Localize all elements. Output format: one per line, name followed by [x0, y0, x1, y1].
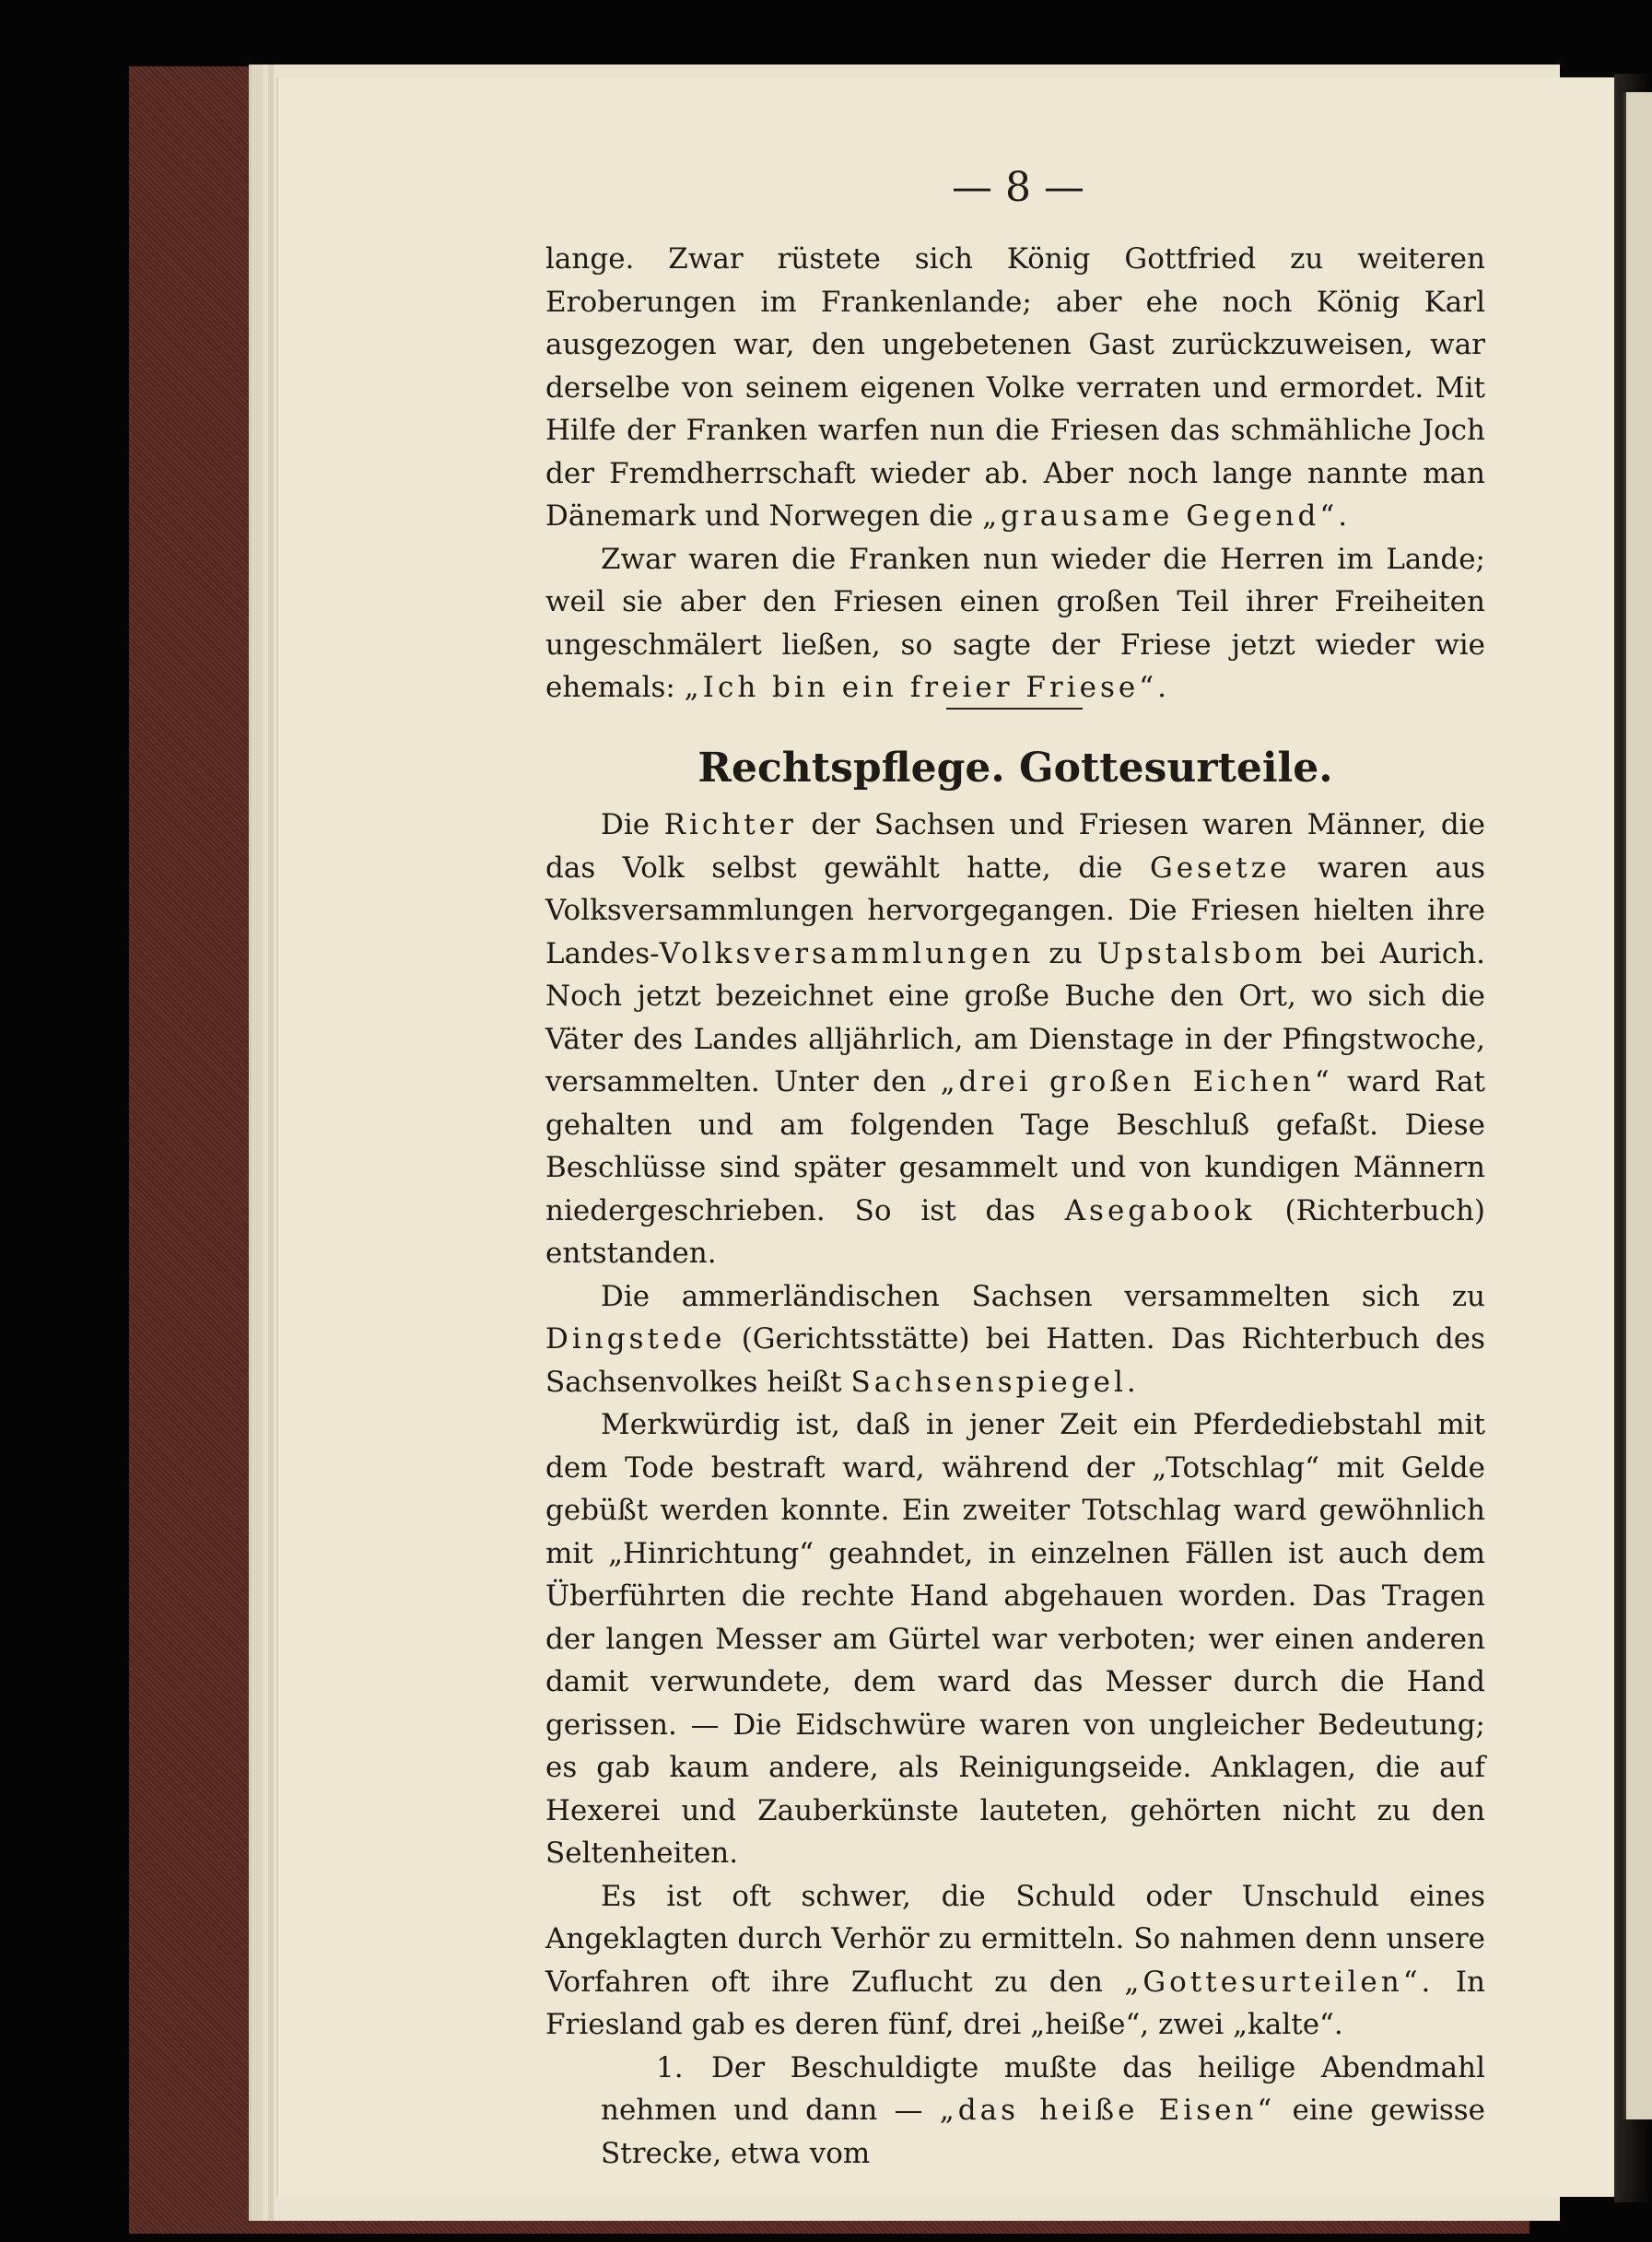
- text-run: zu: [1049, 936, 1083, 970]
- list-item: [545, 2047, 1485, 2176]
- spaced-text: „drei großen Eichen“: [940, 1065, 1333, 1098]
- text-run: In Friesland gab es deren fünf, drei „heiße“, zwei „kalte“.: [545, 1965, 1485, 2041]
- paragraph: [545, 238, 1485, 538]
- text-run: Die ammerländischen Sachsen versammelten sich zu: [601, 1279, 1485, 1313]
- spaced-text: Asegabook: [1064, 1193, 1256, 1227]
- text-run: ward Rat gehalten und am folgenden Tage Beschluß gefaßt. Diese Beschlüsse sind später gesammelt und von kundigen Männern niedergeschrieben. So ist das: [545, 1065, 1486, 1227]
- text-run: (Gerichtsstätte) bei Hatten. Das Richterbuch des Sachsenvolkes heißt: [545, 1322, 1485, 1399]
- spaced-text: Gesetze: [1149, 851, 1291, 885]
- paragraph: [545, 1275, 1485, 1404]
- list-number: 1.: [656, 2050, 684, 2084]
- spaced-text: Sachsenspiegel.: [850, 1365, 1140, 1399]
- text-run: (Richterbuch) entstanden.: [545, 1193, 1485, 1270]
- paragraph: Merkwürdig ist, daß in jener Zeit ein Pferdediebstahl mit dem Tode bestraft ward, während der „Totschlag“ mit Gelde gebüßt werden konnte. Ein zweiter Totschlag ward gewöhnlich mit „Hinrichtung“ geahndet, in einzelnen Fällen ist auch dem Überführten die rechte Hand abgehauen worden. Das Tragen der langen Messer am Gürtel war verboten; wer einen anderen damit verwundete, dem ward das Messer durch die Hand gerissen. — Die Eidschwüre waren von ungleicher Bedeutung; es gab kaum andere, als Reinigungseide. Anklagen, die auf Hexerei und Zauberkünste lauteten, gehörten nicht zu den Seltenheiten.: [545, 1408, 1485, 1870]
- text-run: Die: [601, 808, 650, 841]
- text-run: Zwar waren die Franken nun wieder die Herren im Lande; weil sie aber den Friesen einen großen Teil ihrer Freiheiten ungeschmälert ließen, so sagte der Friese jetzt wieder wie ehemals:: [545, 542, 1485, 704]
- spaced-text: Dingstede: [545, 1322, 726, 1356]
- section-divider: [946, 708, 1083, 710]
- section-intro-text: [545, 238, 1485, 710]
- page-number: — 8 —: [952, 164, 1084, 211]
- paragraph: [545, 538, 1485, 710]
- section-heading: Rechtspflege. Gottesurteile.: [697, 745, 1333, 792]
- text-run: Der Beschuldigte mußte das heilige Abendmahl nehmen und dann —: [601, 2050, 1485, 2127]
- text-run: bei Aurich. Noch jetzt bezeichnet eine große Buche den Ort, wo sich die Väter des Landes alljährlich, am Dienstage in der Pfingstwoche, versammelten. Unter den: [545, 936, 1486, 1098]
- text-run: eine gewisse Strecke, etwa vom: [601, 2094, 1486, 2170]
- section-rechtspflege-text: [545, 804, 1485, 2175]
- spaced-text: Volksversammlungen: [659, 936, 1035, 970]
- text-run: der Sachsen und Friesen waren Männer, die das Volk selbst gewählt hatte, die: [545, 808, 1486, 885]
- paragraph: [545, 804, 1485, 1275]
- next-page-edge: [1623, 92, 1652, 2119]
- text-run: Es ist oft schwer, die Schuld oder Unschuld eines Angeklagten durch Verhör zu ermitteln. So nahmen denn unsere Vorfahren oft ihre Zuflucht zu den: [545, 1879, 1485, 1999]
- spaced-text: „Ich bin ein freier Friese“.: [684, 671, 1170, 704]
- spaced-text: Richter: [663, 808, 797, 841]
- paragraph: [545, 1875, 1485, 2047]
- spaced-text: „das heiße Eisen“: [939, 2094, 1276, 2127]
- spaced-text: „grausame Gegend“.: [982, 499, 1352, 533]
- spaced-text: „Gottesurteilen“.: [1124, 1965, 1435, 1999]
- spaced-text: Upstalsbom: [1096, 936, 1306, 970]
- text-run: waren aus Volksversammlungen hervorgegangen. Die Friesen hielten ihre Landes-: [545, 851, 1486, 970]
- text-run: lange. Zwar rüstete sich König Gottfried zu weiteren Eroberungen im Frankenlande; aber ehe noch König Karl ausgezogen war, den ungebetenen Gast zurückzuweisen, war derselbe von seinem eigenen Volke verraten und ermordet. Mit Hilfe der Franken warfen nun die Friesen das schmähliche Joch der Fremdherrschaft wieder ab. Aber noch lange nannte man Dänemark und Norwegen die: [545, 242, 1485, 533]
